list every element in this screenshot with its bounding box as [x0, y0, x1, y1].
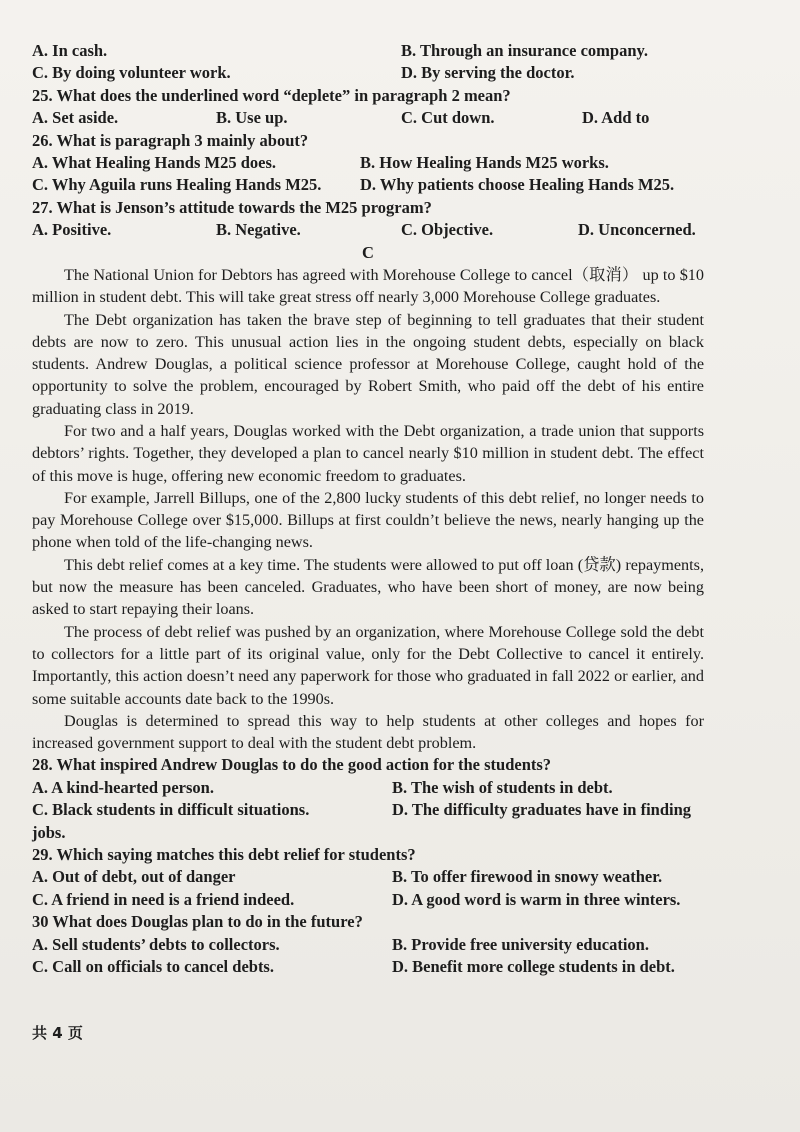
exam-content: [32, 40, 704, 978]
passage-paragraph: The Debt organization has taken the brave step of beginning to tell graduates that their student debts are now to zero. This unusual action lies in the ongoing student debts, especially on black students. Andrew Douglas, a political science professor at Morehouse College, caught hold of the opportunity to solve the problem, encouraged by Robert Smith, who paid off the debt of his entire graduating class in 2019.: [32, 310, 704, 418]
option-d: D. Benefit more college students in debt.: [392, 956, 675, 976]
option-c: C. Black students in difficult situations.: [32, 800, 310, 820]
question-28-stem: 28. What inspired Andrew Douglas to do the good action for the students?: [32, 755, 552, 775]
passage-paragraph: For example, Jarrell Billups, one of the 2,800 lucky students of this debt relief, no longer needs to pay Morehouse College over $15,000. Billups at first couldn’t believe the news, nearly hanging up the phone when told of the life-changing news.: [32, 488, 704, 552]
question-29-options: [32, 889, 704, 911]
option-b: B. Use up.: [216, 108, 288, 128]
question-25-options: [32, 107, 704, 129]
question-30-options: [32, 956, 704, 978]
passage-paragraph: The National Union for Debtors has agreed with Morehouse College to cancel（取消） up to $10 million in student debt. This will take great stress off nearly 3,000 Morehouse College graduates.: [32, 265, 704, 307]
question-26-options: [32, 152, 704, 174]
option-c: C. Call on officials to cancel debts.: [32, 956, 274, 976]
option-c: C. A friend in need is a friend indeed.: [32, 889, 295, 909]
option-d: D. The difficulty graduates have in finding: [392, 800, 692, 820]
option-c: C. Objective.: [401, 220, 494, 240]
option-c: C. Why Aguila runs Healing Hands M25.: [32, 175, 322, 195]
passage-paragraph: The process of debt relief was pushed by an organization, where Morehouse College sold the debt to collectors for a little part of its original value, only for the Debt Collective to cancel it entirely. Importantly, this action doesn’t need any paperwork for those who graduated in fall 2022 or earlier, and some suitable accounts date back to the 1990s.: [32, 622, 704, 708]
option-d: D. A good word is warm in three winters.: [392, 889, 681, 909]
passage: [32, 264, 704, 755]
option-d: D. Add to: [582, 108, 650, 128]
option-d: D. Why patients choose Healing Hands M25.: [360, 175, 675, 195]
option-a: A. What Healing Hands M25 does.: [32, 152, 277, 172]
passage-paragraph: For two and a half years, Douglas worked with the Debt organization, a trade union that supports debtors’ rights. Together, they developed a plan to cancel nearly $10 million in student debt. The effect of this move is huge, offering new economic freedom to graduates.: [32, 421, 704, 485]
question-26-stem: 26. What is paragraph 3 mainly about?: [32, 130, 309, 150]
option-c: C. By doing volunteer work.: [32, 63, 231, 83]
options-row: [32, 62, 704, 84]
option-b: B. The wish of students in debt.: [392, 777, 613, 797]
question-30-options: [32, 934, 704, 956]
option-d-continued: jobs.: [32, 822, 66, 842]
option-c: C. Cut down.: [401, 108, 495, 128]
question-29-options: [32, 866, 704, 888]
page-count: 共 4 页: [32, 1024, 83, 1042]
question-30-stem: 30 What does Douglas plan to do in the future?: [32, 912, 363, 932]
question-27-stem: 27. What is Jenson’s attitude towards the M25 program?: [32, 197, 432, 217]
option-a: A. Sell students’ debts to collectors.: [32, 934, 280, 954]
question-28-options: [32, 799, 704, 821]
question-26-options: [32, 174, 704, 196]
options-row: [32, 40, 704, 62]
passage-paragraph: This debt relief comes at a key time. The students were allowed to put off loan (贷款) repayments, but now the measure has been canceled. Graduates, who have been short of money, are now being asked to start repaying their loans.: [32, 555, 704, 619]
option-d: D. Unconcerned.: [578, 220, 696, 240]
option-b: B. Through an insurance company.: [401, 41, 648, 60]
section-label: C: [362, 242, 374, 262]
option-b: B. How Healing Hands M25 works.: [360, 152, 609, 172]
question-29-stem: 29. Which saying matches this debt relief for students?: [32, 845, 416, 864]
option-a: A. In cash.: [32, 41, 108, 60]
option-a: A. Set aside.: [32, 108, 119, 128]
option-a: A. A kind-hearted person.: [32, 777, 214, 797]
question-28-options: [32, 777, 704, 799]
option-a: A. Out of debt, out of danger: [32, 867, 236, 887]
question-27-options: [32, 219, 704, 241]
option-b: B. Negative.: [216, 220, 301, 240]
question-25-stem: 25. What does the underlined word “deplete” in paragraph 2 mean?: [32, 85, 511, 105]
option-d: D. By serving the doctor.: [401, 63, 575, 83]
passage-paragraph: Douglas is determined to spread this way to help students at other colleges and hopes for increased government support to deal with the student debt problem.: [32, 711, 704, 753]
option-b: B. To offer firewood in snowy weather.: [392, 867, 663, 887]
option-b: B. Provide free university education.: [392, 934, 649, 954]
option-a: A. Positive.: [32, 220, 112, 240]
